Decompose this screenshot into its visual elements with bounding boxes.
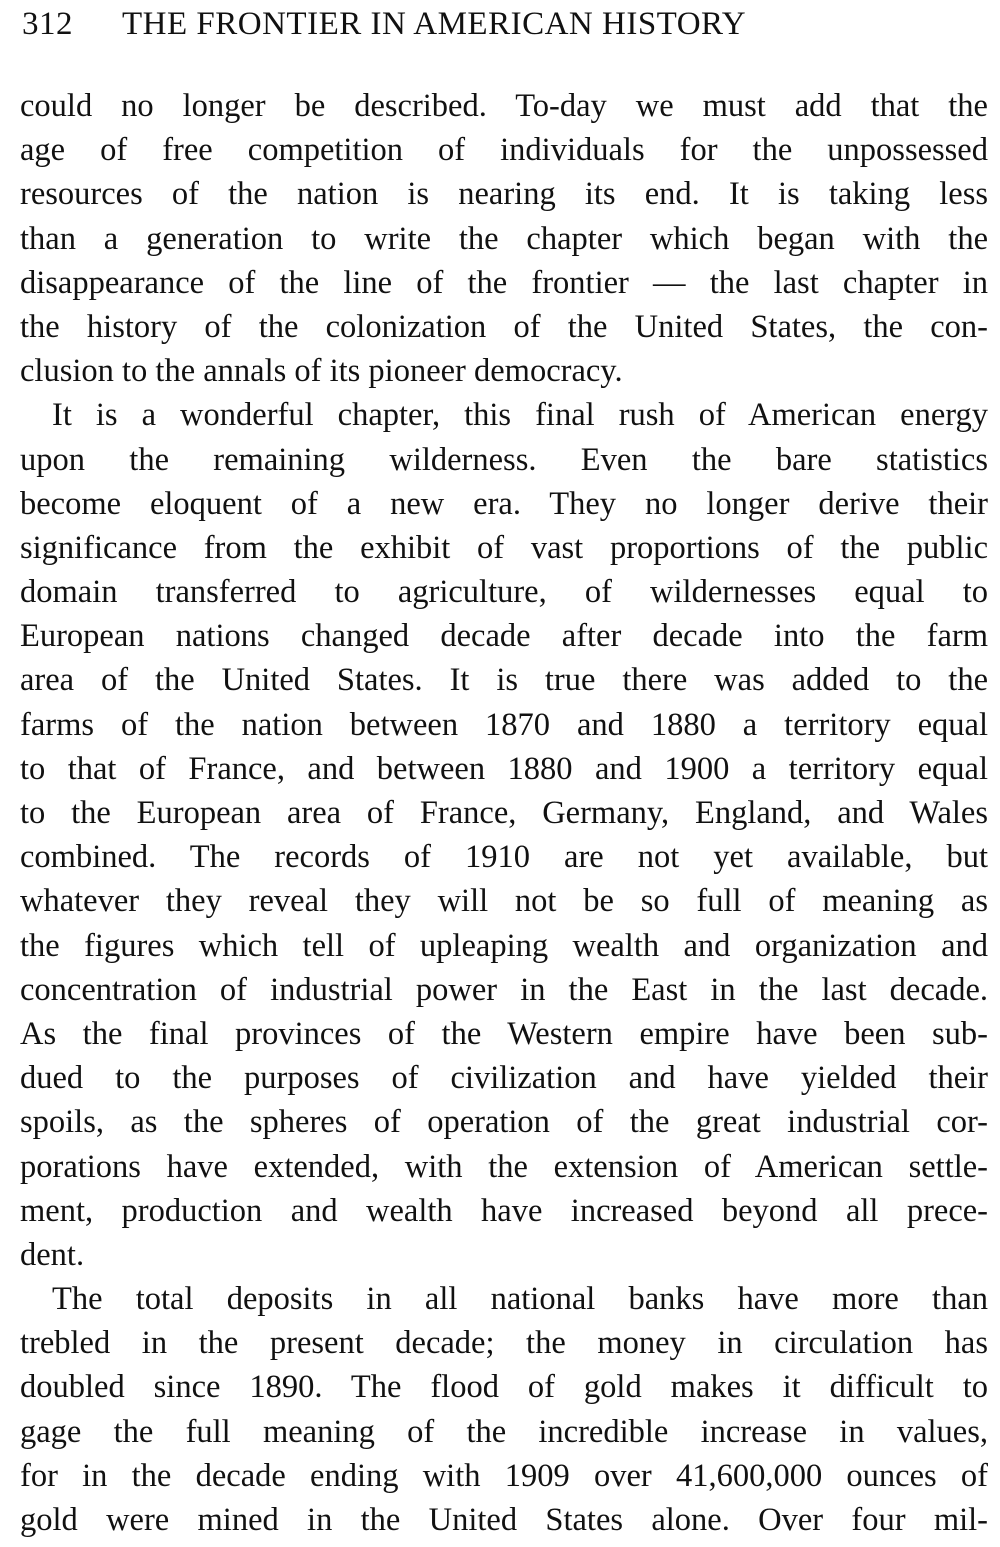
text-line: European nations changed decade after decade into the farm [20,618,988,655]
text-line: The total deposits in all national banks have more than [52,1281,988,1318]
text-line: It is a wonderful chapter, this final rush of American energy [52,397,988,434]
body-text [20,84,988,1542]
text-line: As the final provinces of the Western empire have been sub- [20,1015,988,1052]
running-head [22,2,982,46]
text-line: porations have extended, with the extension of American settle- [20,1148,988,1185]
text-line: clusion to the annals of its pioneer democracy. [20,353,623,390]
text-line: combined. The records of 1910 are not yet available, but [20,839,988,876]
text-line: to that of France, and between 1880 and 1900 a territory equal [20,750,988,787]
text-line: trebled in the present decade; the money in circulation has [20,1325,988,1362]
text-line: for in the decade ending with 1909 over 41,600,000 ounces of [20,1457,988,1494]
paragraph-2 [20,393,988,1277]
running-title: THE FRONTIER IN AMERICAN HISTORY [122,6,747,42]
text-line: could no longer be described. To-day we must add that the [20,88,988,124]
text-line: domain transferred to agriculture, of wildernesses equal to [20,574,988,611]
paragraph-3 [20,1277,988,1542]
text-line: resources of the nation is nearing its end. It is taking less [20,176,988,213]
text-line: doubled since 1890. The flood of gold makes it difficult to [20,1369,988,1406]
text-line: the history of the colonization of the United States, the con- [20,308,988,345]
text-line: gold were mined in the United States alone. Over four mil- [20,1502,988,1538]
text-line: age of free competition of individuals for the unpossessed [20,132,988,169]
text-line: area of the United States. It is true there was added to the [20,662,988,699]
text-line: significance from the exhibit of vast proportions of the public [20,529,988,566]
text-line: upon the remaining wilderness. Even the bare statistics [20,441,988,478]
text-line: whatever they reveal they will not be so full of meaning as [20,883,988,920]
text-line: spoils, as the spheres of operation of the great industrial cor- [20,1104,988,1141]
text-line: dent. [20,1236,85,1273]
text-line: disappearance of the line of the frontier — the last chapter in [20,264,988,301]
text-line: concentration of industrial power in the East in the last decade. [20,971,988,1008]
text-line: gage the full meaning of the incredible increase in values, [20,1413,988,1450]
text-line: to the European area of France, Germany, England, and Wales [20,795,988,831]
text-line: than a generation to write the chapter which began with the [20,220,988,257]
text-line: the figures which tell of upleaping wealth and organization and [20,927,988,964]
text-line: ment, production and wealth have increased beyond all prece- [20,1192,988,1229]
paragraph-1 [20,84,988,393]
text-line: farms of the nation between 1870 and 1880 a territory equal [20,706,988,743]
text-line: become eloquent of a new era. They no longer derive their [20,485,988,522]
page-number: 312 [22,6,73,42]
text-line: dued to the purposes of civilization and have yielded their [20,1060,988,1097]
